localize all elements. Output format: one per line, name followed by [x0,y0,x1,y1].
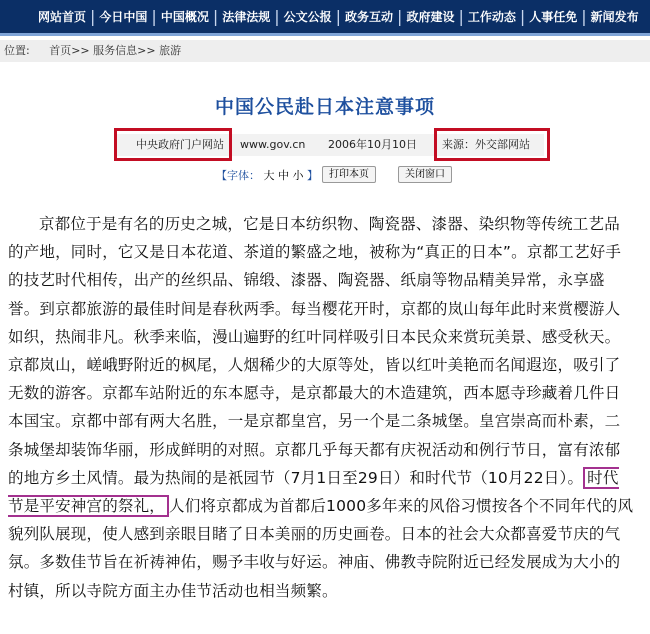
font-small-link[interactable]: 小 [292,169,304,182]
nav-item-gazette[interactable] [284,8,332,25]
top-nav [0,0,650,36]
font-size-controls [216,166,318,186]
nav-separator: | [581,7,587,26]
nav-item-china-overview[interactable] [161,8,209,25]
page-title: 中国公民赴日本注意事项 [214,96,435,118]
nav-item-label: 法律法规 [222,10,271,24]
nav-separator: | [335,7,342,26]
nav-separator: | [212,7,219,26]
body-text: 京都位于是有名的历史之城，它是日本纺织物、陶瓷器、漆器、染织物等传统工艺品的产地，同时，它又是日本花道、茶道的繁盛之地，被称为“真正的日本”。京都工艺好手的技艺时代相传，出产的丝织品、锦缎、漆器、陶瓷器、纸扇等物品精美异常，永享盛誉。到京都旅游的最佳时间是春秋两季。每当樱花开时，京都的岚山每年此时来赏樱游人如织，热闹非凡。秋季来临，漫山遍野的红叶同样吸引日本民众来赏玩美景、感受秋天。京都岚山，嵯峨野附近的枫尾，人烟稀少的大原等处，皆以红叶美艳而名闻遐迩，吸引了无数的游客。京都车站附近的东本愿寺，是京都最大的木造建筑，西本愿寺珍藏着几件日本国宝。京都中部有两大名胜，一是京都皇宫，另一个是二条城堡。皇宫崇高而朴素，二条城堡却装饰华丽，形成鲜明的对照。京都几乎每天都有庆祝活动和例行节日，富有浓郁的地方乡土风情。最为热闹的是祇园节（7月1日至29日）和时代节（10月22日）。 [8,215,622,487]
highlighted-sentence: 时代节是平安神宫的祭礼， [8,468,619,516]
nav-separator: | [274,7,280,26]
nav-item-work-news[interactable] [468,8,516,25]
font-large-link[interactable]: 大 [263,169,275,182]
body-text-continued: 人们将京都成为首都后1000多年来的风俗习惯按各个不同年代的风貌列队展现，使人感到亲眼目睹了日本美丽的历史画卷。日本的社会大众都喜爱节庆的气氛。多数佳节旨在祈祷神佑，赐予丰收与好运。神庙、佛教寺院附近已经发展成为大小的村镇，所以寺院方面主办佳节活动也相当频繁。 [8,497,634,600]
annotation-box-site [114,128,232,161]
breadcrumb [0,40,650,62]
font-medium-link[interactable]: 中 [278,169,289,182]
nav-separator: | [519,7,526,26]
annotation-box-source [434,128,550,161]
close-window-button[interactable]: 关闭窗口 [398,166,452,183]
font-size-label: 【字体： [216,169,260,182]
print-button[interactable]: 打印本页 [322,166,376,183]
breadcrumb-path[interactable]: 首页>> 服务信息>> 旅游 [49,44,182,57]
article-body [8,210,634,605]
nav-separator: | [458,7,464,26]
nav-item-label: 政府建设 [406,10,455,24]
nav-item-gov-building[interactable] [406,8,454,25]
nav-item-label: 公文公报 [283,10,332,24]
nav-item-label: 新闻发布 [590,10,639,24]
nav-item-label: 政务互动 [345,10,394,24]
nav-item-home[interactable] [38,8,86,25]
nav-item-label: 中国概况 [160,10,209,24]
nav-item-label: 工作动态 [467,10,516,24]
nav-item-label: 网站首页 [38,10,87,24]
publish-date: 2006年10月10日 [328,138,417,151]
site-name: 中央政府门户网站 [136,138,224,151]
source: 来源：外交部网站 [442,138,530,151]
font-size-close-bracket: 】 [307,169,318,182]
nav-separator: | [151,7,157,26]
article-paragraph [8,210,634,605]
site-url[interactable]: www.gov.cn [240,138,306,151]
nav-item-today-china[interactable] [99,8,147,25]
nav-separator: | [90,7,96,26]
nav-item-appointments[interactable] [529,8,577,25]
nav-item-interaction[interactable] [345,8,393,25]
nav-item-press-release[interactable] [591,8,639,25]
nav-separator: | [397,7,403,26]
nav-item-laws[interactable] [222,8,270,25]
nav-item-label: 今日中国 [99,10,148,24]
breadcrumb-label: 位置: [4,44,30,57]
nav-item-label: 人事任免 [529,10,578,24]
